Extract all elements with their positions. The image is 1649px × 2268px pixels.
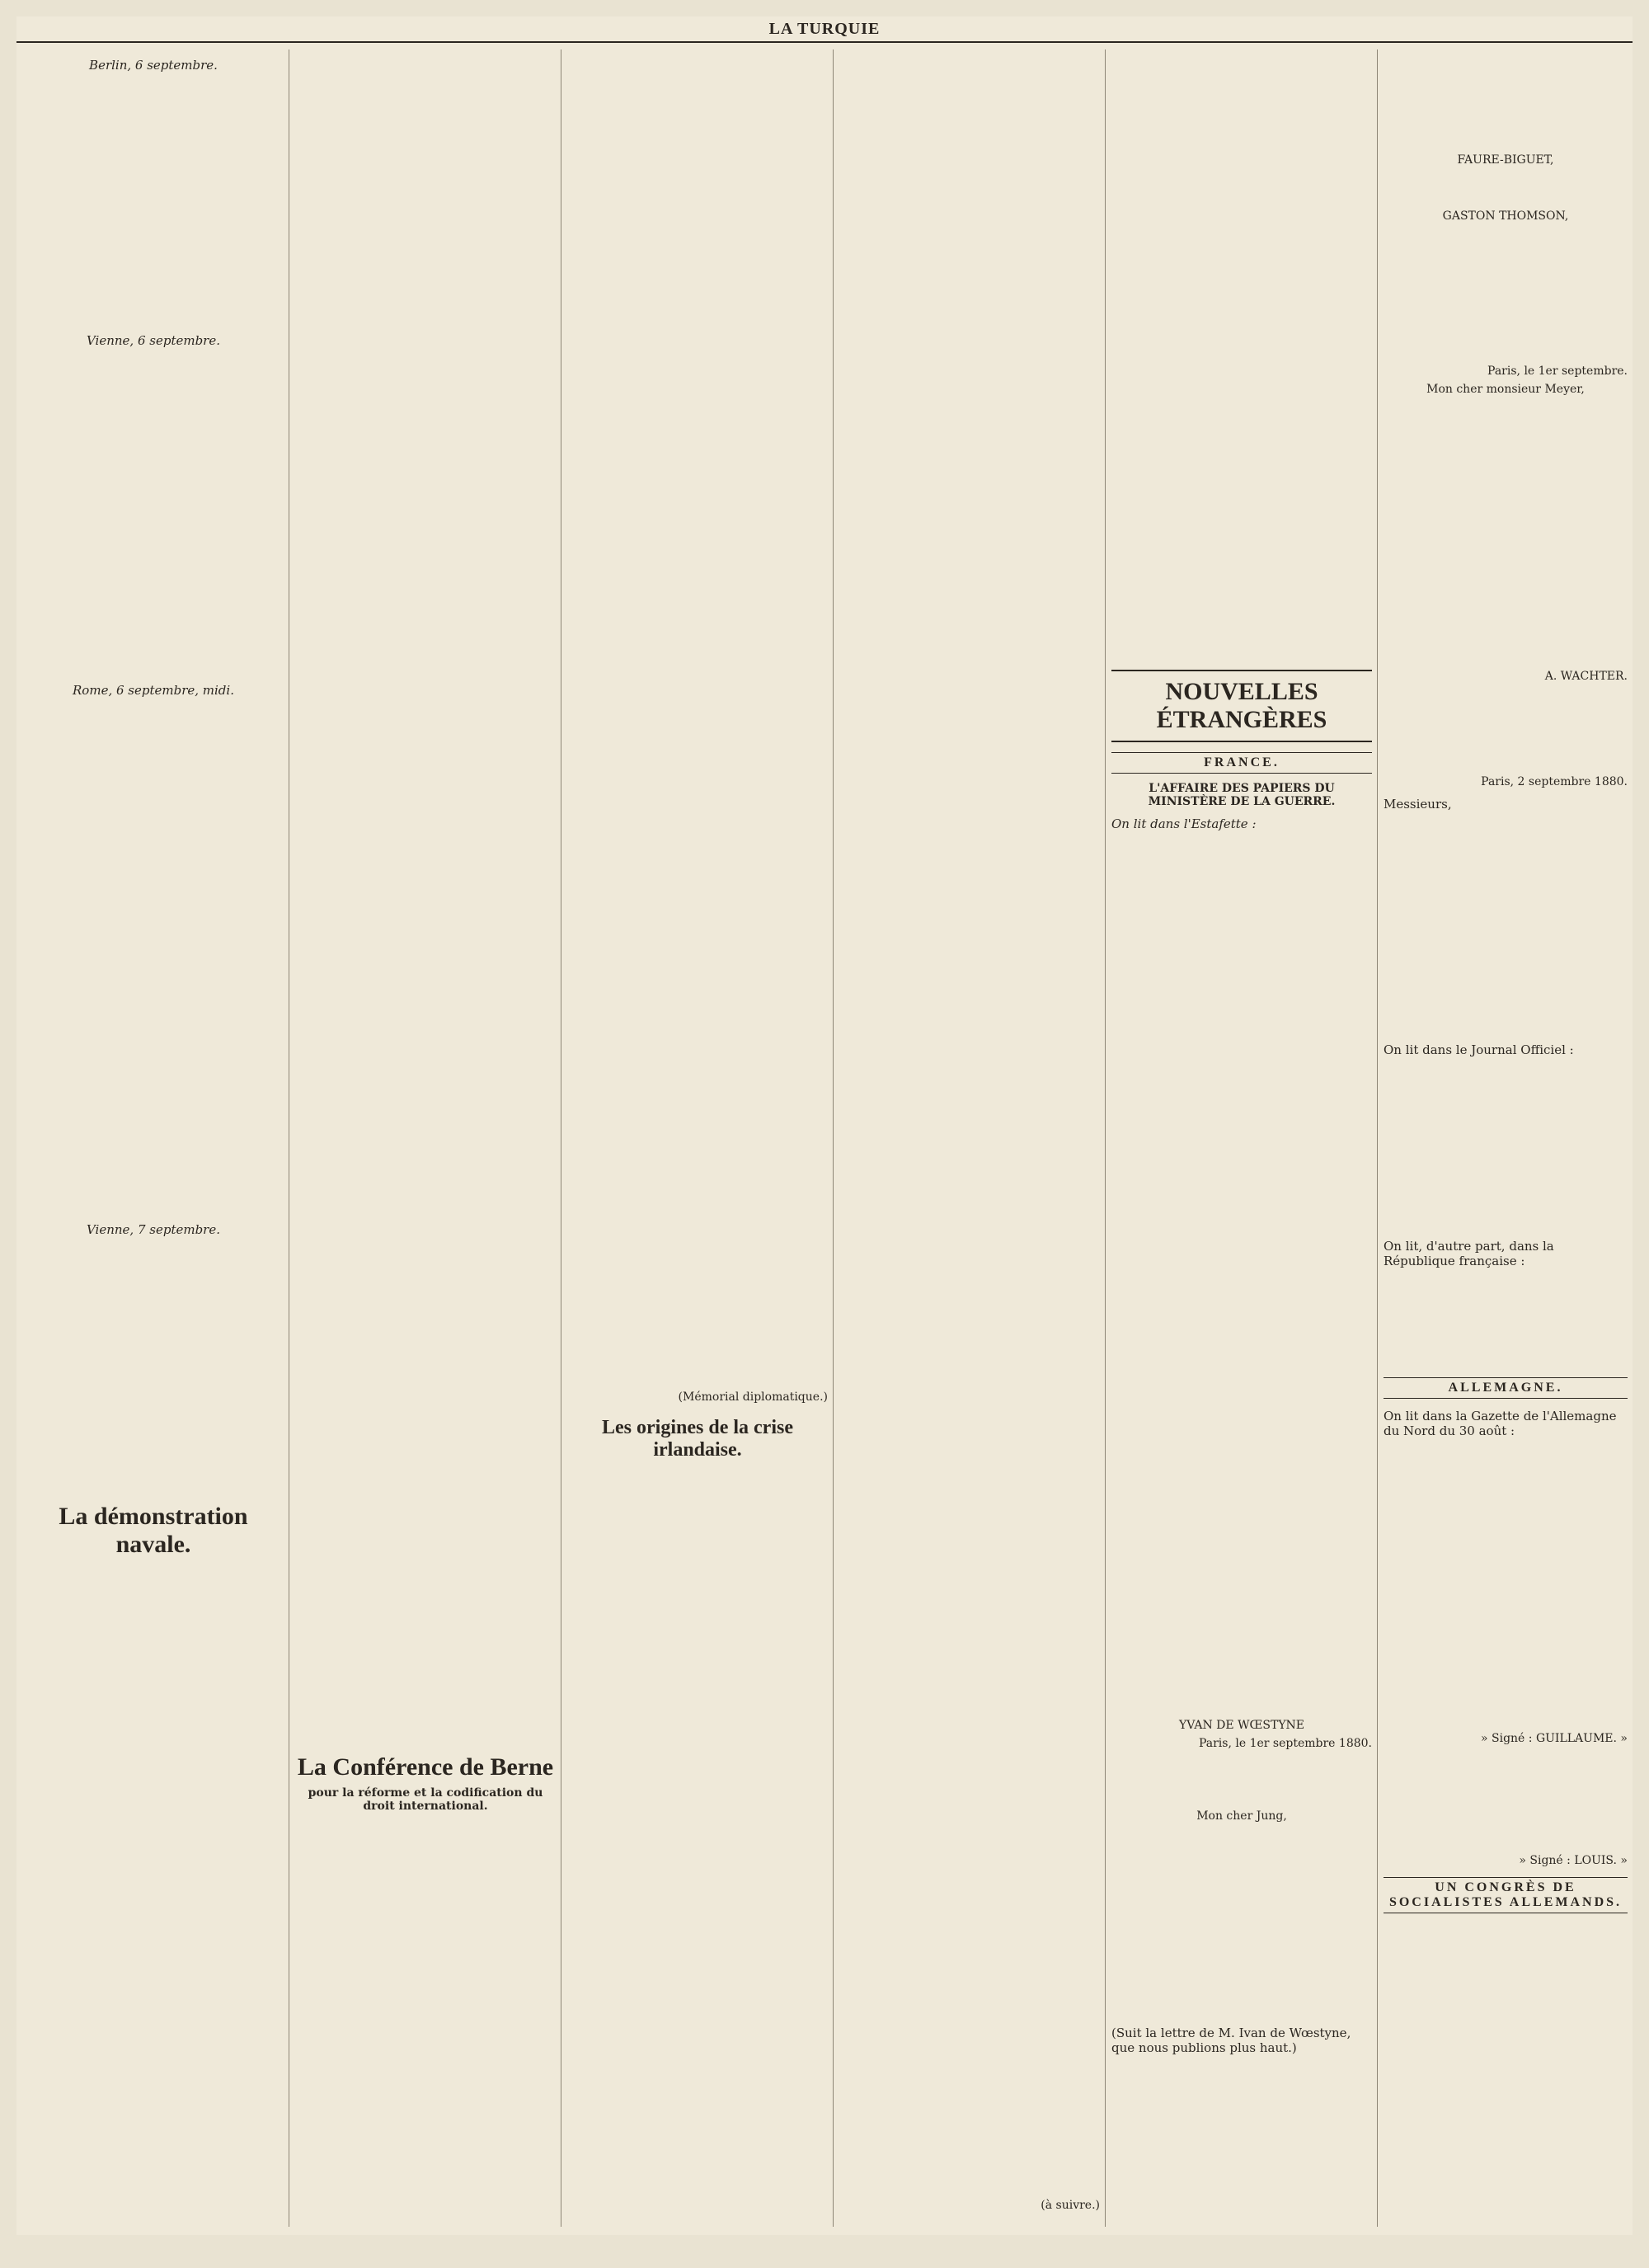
salutation: Mon cher Jung, bbox=[1196, 1809, 1287, 1823]
section-heading: UN CONGRÈS DE SOCIALISTES ALLEMANDS. bbox=[1384, 1877, 1628, 1913]
dateline: Berlin, 6 septembre. bbox=[89, 58, 218, 73]
lead-line: On lit dans l'Estafette : bbox=[1111, 816, 1257, 831]
dateline: Rome, 6 septembre, midi. bbox=[73, 683, 234, 698]
column-2 bbox=[295, 49, 556, 2227]
article-subheading: pour la réforme et la codification du droit international. bbox=[308, 1786, 543, 1813]
article-heading: Les origines de la crise irlandaise. bbox=[602, 1417, 793, 1461]
salutation: Mon cher monsieur Meyer, bbox=[1426, 383, 1585, 396]
dateline: Vienne, 6 septembre. bbox=[86, 333, 220, 348]
continuation-note: (à suivre.) bbox=[1041, 2199, 1100, 2212]
column-rule bbox=[833, 49, 834, 2227]
signature: A. WACHTER. bbox=[1544, 670, 1628, 683]
lead-line: On lit dans la Gazette de l'Allemagne du Nord du 30 août : bbox=[1384, 1409, 1617, 1438]
article-subheading: L'AFFAIRE DES PAPIERS DU MINISTÈRE DE LA GUERRE. bbox=[1148, 782, 1336, 808]
dateline: Vienne, 7 septembre. bbox=[86, 1222, 220, 1237]
newspaper-title: LA TURQUIE bbox=[768, 19, 881, 38]
signature: » Signé : LOUIS. » bbox=[1519, 1854, 1628, 1867]
lead-line: On lit, d'autre part, dans la République française : bbox=[1384, 1239, 1554, 1268]
dateline: Paris, 2 septembre 1880. bbox=[1481, 775, 1628, 788]
signature: FAURE-BIGUET, bbox=[1457, 153, 1554, 167]
column-3 bbox=[567, 49, 828, 2227]
signature: YVAN DE WŒSTYNE bbox=[1178, 1719, 1305, 1732]
article-source: (Mémorial diplomatique.) bbox=[678, 1390, 828, 1404]
column-1 bbox=[23, 49, 284, 2227]
column-rule bbox=[1377, 49, 1378, 2227]
section-heading: ALLEMAGNE. bbox=[1384, 1377, 1628, 1399]
dateline: Paris, le 1er septembre 1880. bbox=[1198, 1737, 1372, 1750]
newspaper-page bbox=[16, 16, 1633, 2235]
column-5 bbox=[1111, 49, 1372, 2227]
signature: GASTON THOMSON, bbox=[1442, 209, 1569, 223]
article-heading: La Conférence de Berne bbox=[297, 1753, 554, 1781]
lead-line: On lit dans le Journal Officiel : bbox=[1384, 1042, 1574, 1057]
closing-note: (Suit la lettre de M. Ivan de Wœstyne, que nous publions plus haut.) bbox=[1111, 2026, 1351, 2055]
salutation: Messieurs, bbox=[1384, 797, 1452, 812]
masthead bbox=[16, 16, 1633, 43]
dateline: Paris, le 1er septembre. bbox=[1487, 365, 1628, 378]
section-heading: FRANCE. bbox=[1111, 752, 1372, 774]
column-6 bbox=[1384, 49, 1628, 2227]
column-rule bbox=[1105, 49, 1106, 2227]
signature: » Signé : GUILLAUME. » bbox=[1480, 1732, 1628, 1745]
column-4 bbox=[839, 49, 1100, 2227]
section-banner: NOUVELLES ÉTRANGÈRES bbox=[1111, 670, 1372, 742]
article-heading: La démonstration navale. bbox=[59, 1503, 248, 1558]
